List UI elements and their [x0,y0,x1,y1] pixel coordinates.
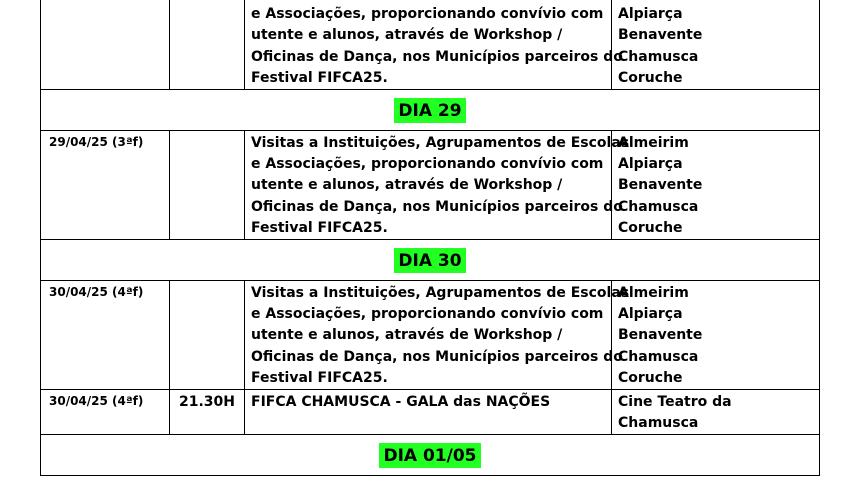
event-locations [612,0,820,90]
description-line: Festival FIFCA25. [251,219,388,236]
day-header-cell [41,240,820,281]
day-header-cell [41,435,820,476]
table-row [41,281,820,390]
location-item: Alpiarça [618,306,683,323]
event-time [170,281,245,390]
description-line: utente e alunos, através de Workshop / [251,177,563,194]
location-item: Benavente [618,27,703,44]
table-row [41,0,820,90]
description-line: utente e alunos, através de Workshop / [251,327,563,344]
event-locations [612,131,820,240]
location-item: Chamusca [618,348,699,365]
location-item: Almeirim [618,285,689,302]
description-line: e Associações, proporcionando convívio com [251,6,604,23]
day-badge: DIA 29 [394,98,465,123]
day-badge: DIA 30 [394,248,465,273]
description-line: e Associações, proporcionando convívio com [251,306,604,323]
event-time [170,131,245,240]
description-line: Visitas a Instituições, Agrupamentos de Escolas [251,135,630,152]
location-item: Benavente [618,327,703,344]
event-time: 21.30H [170,390,245,435]
location-item: Almeirim [618,135,689,152]
location-item: Coruche [618,69,683,86]
event-date: 30/04/25 (4ªf) [41,281,170,390]
table-row [41,390,820,435]
event-description [245,281,630,390]
description-line: e Associações, proporcionando convívio com [251,156,604,173]
event-description [245,0,623,90]
description-line: Festival FIFCA25. [251,69,388,86]
location-item: Benavente [618,177,703,194]
event-description: FIFCA CHAMUSCA - GALA das NAÇÕES [245,390,612,435]
event-date: 30/04/25 (4ªf) [41,390,170,435]
day-badge: DIA 01/05 [379,443,480,468]
location-item: Coruche [618,369,683,386]
event-time [170,0,245,90]
description-line: Visitas a Instituições, Agrupamentos de Escolas [251,285,630,302]
description-line: Oficinas de Dança, nos Municípios parceiros do [251,48,623,65]
event-location: Cine Teatro da Chamusca [612,390,820,435]
location-item: Chamusca [618,48,699,65]
location-item: Chamusca [618,198,699,215]
day-header-cell [41,90,820,131]
description-line: utente e alunos, através de Workshop / [251,27,563,44]
description-line: Oficinas de Dança, nos Municípios parceiros do [251,348,623,365]
event-locations [612,281,820,390]
schedule-table [40,0,820,476]
schedule-sheet [40,0,820,476]
location-item: Alpiarça [618,6,683,23]
day-header-row [41,435,820,476]
description-line: Festival FIFCA25. [251,369,388,386]
event-description [245,131,630,240]
day-header-row [41,90,820,131]
day-header-row [41,240,820,281]
table-row [41,131,820,240]
location-item: Alpiarça [618,156,683,173]
event-date: 29/04/25 (3ªf) [41,131,170,240]
location-item: Coruche [618,219,683,236]
description-line: Oficinas de Dança, nos Municípios parceiros do [251,198,623,215]
event-date [41,0,170,90]
